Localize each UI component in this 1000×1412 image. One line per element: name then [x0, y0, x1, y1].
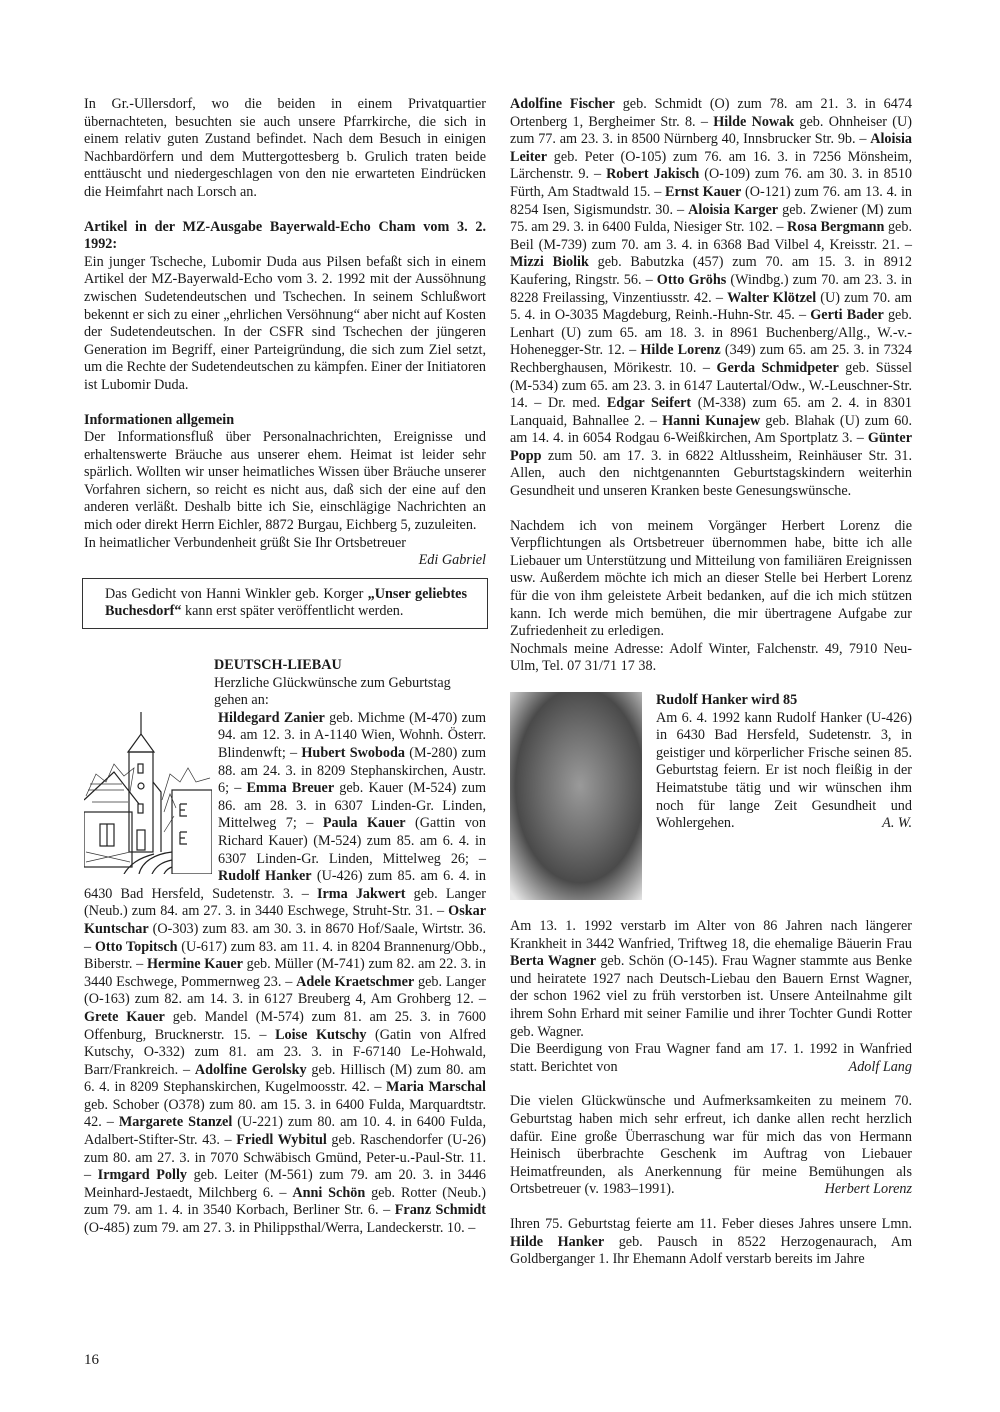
article-heading: Artikel in der MZ-Ausgabe Bayerwald-Echo Cham vom 3. 2. 1992: [84, 218, 486, 253]
birthday-entries-continued [510, 96, 912, 501]
hanker-body: Am 6. 4. 1992 kann Rudolf Hanker (U-426) in 6430 Bad Hersfeld, Sudetenstr. 3, in geistiger und körperlicher Frische seinen 85. Geburtstag feiern. Er ist noch fleißig in der Heimatstube tätig und wir wünschen ihm noch für lange Zeit Gesundheit und Wohlergehen. A. W. [656, 709, 912, 832]
entry: Ernst Kauer (O-121) zum 76. am 13. 4. in 8254 Isen, Sigismundstr. 30. – [510, 183, 912, 218]
entry: Hildegard Zanier geb. Michme (M-470) zum 94. am 12. 3. in A-1140 Wien, Wohnh. Österr. Blindenwft; – [218, 709, 486, 761]
entry: Otto Topitsch (U-617) zum 83. am 11. 4. in 8204 Brannenurg/Obb., Biberstr. – [84, 938, 486, 973]
entry: Edgar Seifert (M-338) zum 65. am 2. 4. in 8301 Lanquaid, Bahnallee 2. – [510, 395, 912, 429]
hanker-heading: Rudolf Hanker wird 85 [656, 692, 798, 708]
entry: Robert Jakisch (O-109) zum 76. am 30. 3. in 8510 Fürth, Am Stadtwald 15. – [510, 166, 913, 200]
info-body: Der Informationsfluß über Personalnachrichten, Ereignisse und erhaltenswerte Bräuche aus unserer ehem. Heimat ist leider sehr spärlich. Wollten wir unser heimatliches Wissen über Bräuche unserer Vorfahren sichern, so reicht es nicht aus, daß sich der eine auf den anderen verläßt. Deshalb bitte ich Sie, einschlägige Nachrichten an mich oder direkt Herrn Eichler, 8872 Burgau, Eichberg 5, zuzuleiten. [84, 429, 486, 534]
hilde-hanker-name: Hilde Hanker [510, 1233, 605, 1250]
entry: Maria Marschal geb. Schober (O378) zum 80. am 15. 3. in 6400 Fulda, Marquardtstr. 42. – [84, 1079, 486, 1131]
entry: Hubert Swoboda (M-280) zum 88. am 24. 3. in 8209 Stephanskirchen, Austr. 6; – [218, 745, 486, 797]
entry: Friedl Wybitul geb. Raschendorfer (U-26) zum 80. am 27. 3. in 7070 Schwäbisch Gmünd, Peter-u.-Paul-Str. 11. – [84, 1132, 486, 1184]
hilde-hanker-body: Ihren 75. Geburtstag feierte am 11. Feber dieses Jahres unsere Lmn. Hilde Hanker geb. Pausch in 8522 Herzogenaurach, Am Goldberganger 1. Ihr Ehemann Adolf verstarb bereits im Jahre [510, 1215, 912, 1268]
info-signature: Edi Gabriel [418, 552, 486, 569]
info-heading: Informationen allgemein [84, 411, 235, 428]
entry: Loise Kutschy (Gatin von Alfred Kutschy, O-332) zum 81. am 23. 3. in F-67140 Le-Hohwald, Barr/Frankreich. – [84, 1026, 486, 1078]
entry: Oskar Kuntschar (O-303) zum 83. am 30. 3. in 8670 Hof/Saale, Wirtstr. 36. – [84, 903, 486, 955]
entry: Adolfine Fischer geb. Schmidt (O) zum 78. am 21. 3. in 6474 Ortenberg 1, Bergheimer Str. 8. – [510, 96, 912, 130]
section-heading-deutsch-liebau: DEUTSCH-LIEBAU [214, 657, 342, 674]
new-ortsbetreuer-address: Nochmals meine Adresse: Adolf Winter, Falchenstr. 49, 7910 Neu-Ulm, Tel. 07 31/71 17 38. [510, 640, 912, 675]
hanker-feature [510, 692, 912, 900]
entry: Hermine Kauer geb. Müller (M-741) zum 82. am 22. 3. in 3440 Eschwege, Pommernweg 23. – [84, 956, 486, 990]
info-closing: In heimatlicher Verbundenheit grüßt Sie Ihr Ortsbetreuer [84, 534, 407, 551]
entry: Irma Jakwert geb. Langer (Neub.) zum 84. am 27. 3. in 3440 Eschwege, Struht-Str. 31. – [84, 885, 486, 920]
entry: Margarete Stanzel (U-221) zum 80. am 10. 4. in 6400 Fulda, Adalbert-Stifter-Str. 43. – [84, 1114, 487, 1149]
obituary-body: Am 13. 1. 1992 verstarb im Alter von 86 Jahren nach längerer Krankheit in 3442 Wanfried, Triftweg 18, die ehemalige Bäuerin Frau Berta Wagner geb. Schön (O-145). Frau Wagner stammte aus Benke und heiratete 1927 nach Deutsch-Liebau den Bauern Ernst Wagner, der schon 1962 viel zu früh verstorben ist. Unsere Anteilnahme gilt ihrem Sohn Erhard mit seiner Familie und ihrer Tochter Gundi Rotter geb. Wagner. [510, 918, 912, 1040]
entry: Walter Klötzel (U) zum 70. am 5. 4. in O-3035 Magdeburg, Reinh.-Huhn-Str. 45. – [510, 289, 912, 324]
boxed-note-text-after: kann erst später veröffentlicht werden. [181, 603, 404, 620]
left-column [84, 96, 486, 1238]
church-sketch-illustration [84, 712, 212, 874]
obituary-name: Berta Wagner [510, 953, 597, 970]
entry: Hilde Nowak geb. Ohnheiser (U) zum 77. am 23. 3. in 8500 Nürnberg 40, Innsbrucker Str. 9b. – [510, 113, 912, 148]
boxed-note-text-before: Das Gedicht von Hanni Winkler geb. Korger [105, 585, 368, 602]
entry: Otto Gröhs (Windbg.) zum 70. am 23. 3. in 8228 Freilassing, Vinzentiusstr. 42. – [510, 271, 912, 306]
obituary-signature: Adolf Lang [848, 1058, 912, 1075]
entry: Gerda Schmidpeter geb. Süssel (M-534) zum 65. am 23. 3. in 6147 Lautertal/Odw., W.-Leuschner-Str. 14. – Dr. med. [510, 359, 913, 412]
portrait-photo [510, 692, 642, 900]
entry: Rudolf Hanker (U-426) zum 85. am 6. 4. in 6430 Bad Hersfeld, Sudetenstr. 3. – [84, 868, 487, 902]
entry: Grete Kauer geb. Mandel (M-574) zum 81. am 25. 3. in 7600 Offenburg, Brucknerstr. 15. – [84, 1008, 487, 1043]
boxed-note [82, 578, 488, 629]
thanks-body: Die vielen Glückwünsche und Aufmerksamkeiten zu meinem 70. Geburtstag haben mich sehr erfreut, ich danke allen recht herzlich dafür. Eine große Überraschung war für mich das von Hermann Heinisch überbrachte Geschenk im Auftrag von Liebauer Heimatfreunden, als Anerkennung für meine Bemühungen als Ortsbetreuer (v. 1983–1991). Herbert Lorenz [510, 1093, 912, 1198]
church-icon [84, 712, 212, 874]
entry: Anni Schön geb. Rotter (Neub.) zum 79. am 1. 4. in 3540 Korbach, Berliner Str. 6. – [84, 1184, 486, 1219]
birthday-intro: Herzliche Glückwünsche zum Geburtstag gehen an: [214, 674, 451, 709]
entry: Emma Breuer geb. Kauer (M-524) zum 86. am 28. 3. in 6307 Linden-Gr. Linden, Mittelweg 7; – [218, 780, 486, 832]
entry: Mizzi Biolik geb. Babutzka (457) zum 70. am 15. 3. in 8912 Kaufering, Ringstr. 56. – [510, 254, 912, 288]
obituary-funeral: Die Beerdigung von Frau Wagner fand am 17. 1. 1992 in Wanfried statt. Berichtet von Adolf Lang [510, 1041, 912, 1075]
entry: Hanni Kunajew geb. Blahak (U) zum 60. am 14. 4. in 6054 Rodgau 6-Weißkirchen, Am Sportplatz 3. – [510, 412, 913, 447]
entry: Aloisia Leiter geb. Peter (O-105) zum 76. am 16. 3. in 7256 Mönsheim, Lärchenstr. 9. – [510, 131, 912, 183]
entry: Paula Kauer (Gattin von Richard Kauer) (M-524) zum 85. am 6. 4. in 6307 Linden-Gr. Linden, Mittelweg 26; – [218, 815, 486, 867]
right-column [510, 96, 912, 1269]
intro-paragraph: In Gr.-Ullersdorf, wo die beiden in einem Privatquartier übernachteten, besuchten sie auch unsere Pfarrkirche, die sich in einem relativ guten Zustand befindet. Nach dem Besuch in einigen Nachbardörfern und dem Muttergottesberg b. Grulich traten beide enttäuscht und niedergeschlagen von den nie erwarteten Eindrücken die Heimfahrt nach Lorsch an. [84, 96, 486, 200]
entry: Franz Schmidt (O-485) zum 79. am 27. 3. in Philippsthal/Werra, Landeckerstr. 10. – [84, 1202, 486, 1237]
article-body: Ein junger Tscheche, Lubomir Duda aus Pilsen befaßt sich in einem Artikel der MZ-Bayerwald-Echo vom 3. 2. 1992 mit der Aussöhnung zwischen Sudetendeutschen und Tschechen. In seinem Schlußwort bekennt er sich zu einer „ehrlichen Versöhnung“ aber nicht auf Kosten der Sudetendeutschen. In der CSFR sind Tschechen der jüngeren Generation im Begriff, einer Parteigründung, die sich zum Ziel setzt, um die Rechte der Sudetendeutschen zu kämpfen. Einer der Initiatoren ist Lubomir Duda. [84, 253, 486, 393]
closing-wishes: Allen, auch den nichtgenannten Geburtstagskindern weiterhin Gesundheit und unseren Kranken beste Genesungswünsche. [510, 465, 912, 500]
birthday-list [84, 710, 486, 1238]
entry: Gerti Bader geb. Lenhart (U) zum 65. am 18. 3. in 8961 Buchenberg/Allg., W.-v.-Hohenegger-Str. 12. – [510, 307, 912, 359]
entry: Aloisia Karger geb. Zwiener (M) zum 75. am 29. 3. in 6400 Fulda, Niesiger Str. 102. – [510, 201, 912, 236]
entry: Adele Kraetschmer geb. Langer (O-163) zum 82. am 14. 3. in 6127 Breuberg 4, Am Grohberg 12. – [84, 973, 486, 1008]
entry: Hilde Lorenz (349) zum 65. am 25. 3. in 7324 Rechberghausen, Mörikestr. 10. – [510, 342, 912, 376]
page-number: 16 [84, 1352, 99, 1368]
entry: Adolfine Gerolsky geb. Hillisch (M) zum 80. am 6. 4. in 8209 Stephanskirchen, Kugelmoosstr. 42. – [84, 1061, 486, 1096]
entry: Günter Popp zum 50. am 17. 3. in 6822 Altlussheim, Reinhäuser Str. 31. [510, 430, 912, 464]
portrait-photo-rudolf-hanker [510, 692, 642, 900]
thanks-signature: Herbert Lorenz [824, 1181, 912, 1198]
entry: Rosa Bergmann geb. Beil (M-739) zum 70. am 3. 4. in 6368 Bad Vilbel 4, Kreisstr. 21. – [510, 219, 912, 253]
new-ortsbetreuer-body: Nachdem ich von meinem Vorgänger Herbert Lorenz die Verpflichtungen als Ortsbetreuer übernommen habe, bitte ich alle Liebauer um Unterstützung und Mitteilung von familiären Ereignissen usw. Außerdem möchte ich mich an dieser Stelle bei Herbert Lorenz für die von ihm geleistete Arbeit bedanken, auf die ich mich stützen kann. Ich werde mich bemühen, die mir übertragene Aufgabe zur Zufriedenheit zu erledigen. [510, 517, 912, 640]
hanker-signature: A. W. [882, 815, 912, 832]
boxed-note-poem-title: „Unser geliebtes Buchesdorf“ [105, 585, 467, 620]
entry: Irmgard Polly geb. Leiter (M-561) zum 79. am 20. 3. in 3446 Meinhard-Jestaedt, Milchberg 6. – [84, 1167, 487, 1201]
